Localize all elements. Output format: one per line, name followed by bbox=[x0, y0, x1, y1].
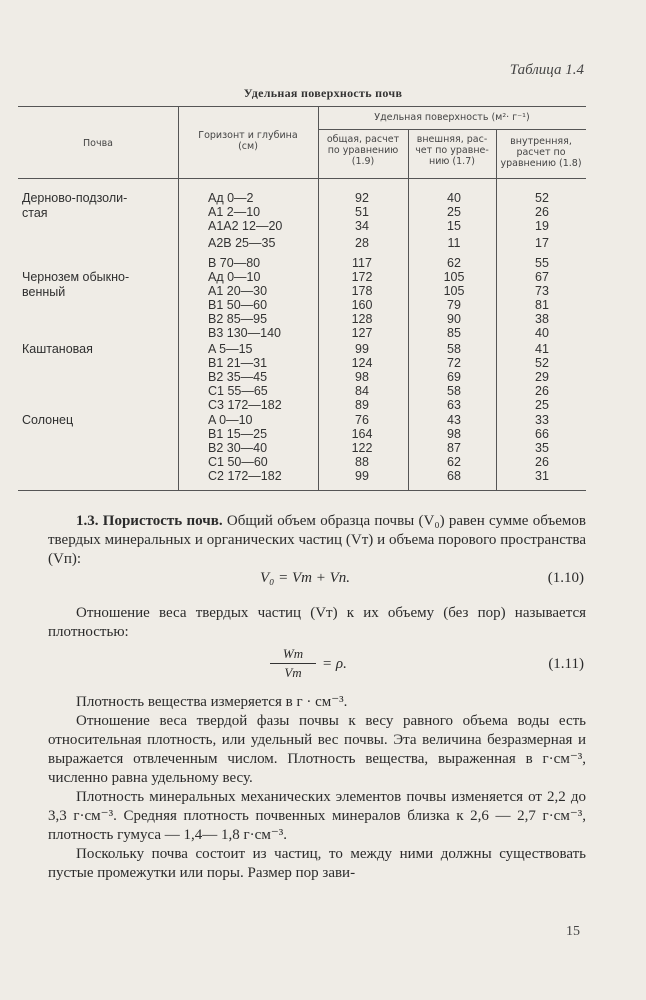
table-row: A1 2—10 51 25 26 bbox=[208, 205, 549, 219]
table-row: A 5—15 99 58 41 bbox=[208, 342, 549, 356]
soil-name: Дерново-подзоли- стая bbox=[22, 191, 128, 220]
table-row: B2 30—40 122 87 35 bbox=[208, 441, 549, 455]
table-row: C1 55—65 84 58 26 bbox=[208, 384, 549, 398]
table-bottom-rule bbox=[18, 490, 586, 491]
table-row: C1 50—60 88 62 26 bbox=[208, 455, 549, 469]
header-internal: внутренняя, расчет по уравнению (1.8) bbox=[500, 136, 582, 169]
table-row: A 0—10 76 43 33 bbox=[208, 413, 549, 427]
table-row: B3 130—140 127 85 40 bbox=[208, 326, 549, 340]
soil-name: Солонец bbox=[22, 413, 74, 427]
header-soil: Почва bbox=[83, 138, 113, 149]
table-row: A1A2 12—20 34 15 19 bbox=[208, 219, 549, 233]
header-external: внешняя, рас- чет по уравне- нию (1.7) bbox=[415, 134, 489, 167]
table-row: A2B 25—35 28 11 17 bbox=[208, 236, 549, 250]
table-row: A1 20—30 178 105 73 bbox=[208, 284, 549, 298]
page-number: 15 bbox=[566, 924, 580, 939]
header-total: общая, расчет по уравнению (1.9) bbox=[326, 134, 400, 167]
equation-1-11-rhs: = ρ. bbox=[322, 656, 347, 672]
table-row: C2 172—182 99 68 31 bbox=[208, 469, 549, 483]
table-row: B1 15—25 164 98 66 bbox=[208, 427, 549, 441]
table-row: B2 85—95 128 90 38 bbox=[208, 312, 549, 326]
table-label: Таблица 1.4 bbox=[509, 62, 584, 78]
table-row: B1 50—60 160 79 81 bbox=[208, 298, 549, 312]
equation-number: (1.10) bbox=[547, 570, 584, 586]
header-specific-surface: Удельная поверхность (м²· г⁻¹) bbox=[374, 112, 530, 123]
header-bottom-rule bbox=[18, 178, 586, 179]
paragraph: Отношение веса твердой фазы почвы к весу равного объема воды есть относительная плотность, или удельный вес почвы. Эта величина безразмерная и выражается отвлеченным числом. Плотность вещества, выраженная в г·см⁻³, численно равна удельному весу. bbox=[48, 713, 586, 786]
equation-1-11-fraction: Wт Vт bbox=[270, 646, 316, 681]
section-heading: 1.3. Пористость почв. bbox=[76, 513, 223, 529]
equation-1-10: V₀ = Vт + Vп. bbox=[260, 570, 351, 586]
table-title: Удельная поверхность почв bbox=[243, 86, 403, 100]
table-top-rule bbox=[18, 106, 586, 107]
paragraph: Плотность минеральных механических элементов почвы изменяется от 2,2 до 3,3 г·см⁻³. Средняя плотность почвенных минералов близка к 2,6 — 2,7 г·см⁻³, плотность гумуса — 1,4— 1,8 г·см⁻³. bbox=[48, 789, 586, 843]
soil-name: Каштановая bbox=[22, 342, 93, 356]
section-1-3-intro bbox=[48, 512, 586, 569]
soil-name: Чернозем обыкно- венный bbox=[22, 270, 130, 299]
paragraph-density-def: Отношение веса твердых частиц (Vт) к их объему (без пор) называется плотностью: bbox=[48, 605, 586, 640]
equation-number: (1.11) bbox=[548, 656, 584, 672]
table-row: Aд 0—2 92 40 52 bbox=[208, 191, 549, 205]
header-horizon: Горизонт и глубина (см) bbox=[198, 130, 298, 152]
paragraph: Поскольку почва состоит из частиц, то между ними должны существовать пустые промежутки или поры. Размер пор зави- bbox=[48, 846, 586, 881]
group-header-rule bbox=[318, 129, 586, 130]
table-row: C3 172—182 89 63 25 bbox=[208, 398, 549, 412]
paragraph-text: Общий объем образца почвы (V₀) равен сумме объемов твердых минеральных и органических частиц (Vт) и объема порового пространства (Vп): bbox=[48, 513, 586, 567]
table-row: B2 35—45 98 69 29 bbox=[208, 370, 549, 384]
paragraphs-main bbox=[48, 693, 586, 883]
table-row: Aд 0—10 172 105 67 bbox=[208, 270, 549, 284]
table-row: B1 21—31 124 72 52 bbox=[208, 356, 549, 370]
table-row: B 70—80 117 62 55 bbox=[208, 256, 549, 270]
paragraph: Плотность вещества измеряется в г · см⁻³. bbox=[76, 694, 348, 710]
